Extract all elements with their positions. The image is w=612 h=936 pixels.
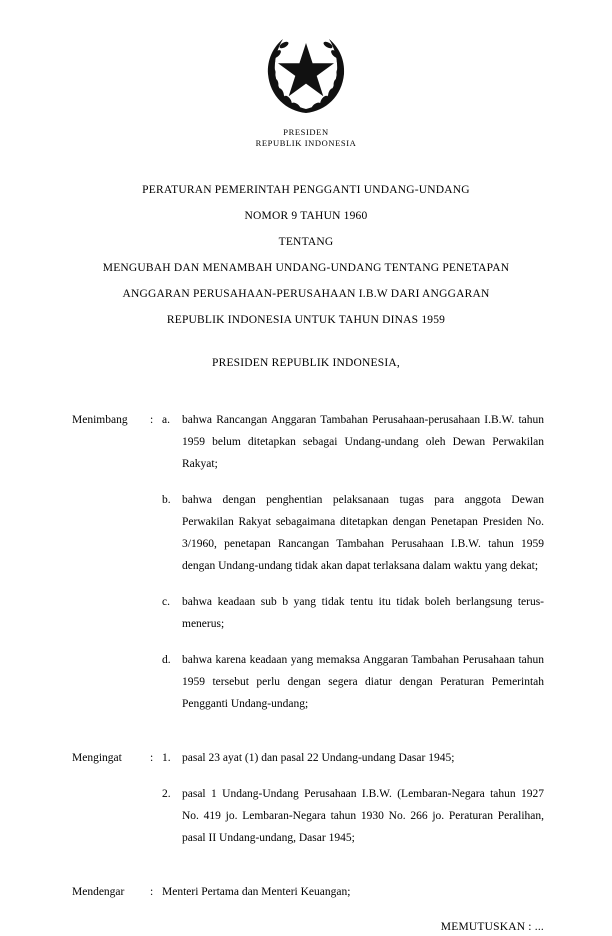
item-marker: c.	[162, 596, 170, 608]
title-line-3: TENTANG	[278, 236, 334, 248]
title-line-4: MENGUBAH DAN MENAMBAH UNDANG-UNDANG TENTANG PENETAPAN	[102, 262, 510, 274]
title-line-6: REPUBLIK INDONESIA UNTUK TAHUN DINAS 1959	[166, 314, 446, 326]
list-item	[162, 409, 544, 475]
list-item	[162, 489, 544, 577]
item-marker: 2.	[162, 788, 171, 800]
item-text: bahwa karena keadaan yang memaksa Anggaran Tambahan Perusahaan tahun 1959 tersebut perlu dengan segera diatur dengan Peraturan Pemerintah Pengganti Undang-undang;	[182, 654, 544, 710]
item-text: bahwa keadaan sub b yang tidak tentu itu tidak boleh berlangsung terus-menerus;	[182, 596, 544, 630]
clause-colon: :	[150, 752, 154, 764]
list-item	[162, 747, 544, 769]
clause-menimbang	[72, 409, 544, 715]
title-line-2: NOMOR 9 TAHUN 1960	[244, 210, 368, 222]
emblem-caption-line1: PRESIDEN	[283, 127, 329, 137]
clause-items	[162, 409, 544, 715]
clause-colon: :	[150, 886, 154, 898]
clause-label: Menimbang	[72, 414, 128, 426]
document-title	[0, 177, 612, 333]
item-text: pasal 1 Undang-Undang Perusahaan I.B.W. (Lembaran-Negara tahun 1927 No. 419 jo. Lembaran-Negara tahun 1930 No. 266 jo. Peraturan Peralihan, pasal II Undang-undang, Dasar 1945;	[182, 788, 544, 844]
item-marker: 1.	[162, 752, 171, 764]
emblem-caption-line2: REPUBLIK INDONESIA	[255, 138, 357, 148]
clause-colon: :	[150, 414, 154, 426]
item-text: Menteri Pertama dan Menteri Keuangan;	[162, 886, 351, 898]
list-item	[162, 783, 544, 849]
clause-label: Mengingat	[72, 752, 122, 764]
title-line-5: ANGGARAN PERUSAHAAN-PERUSAHAAN I.B.W DARI ANGGARAN	[122, 288, 490, 300]
item-text: pasal 23 ayat (1) dan pasal 22 Undang-undang Dasar 1945;	[182, 752, 455, 764]
title-line-1: PERATURAN PEMERINTAH PENGGANTI UNDANG-UNDANG	[142, 184, 470, 196]
institution-line: PRESIDEN REPUBLIK INDONESIA,	[211, 357, 400, 369]
clause-items	[162, 881, 544, 903]
emblem-caption	[0, 127, 612, 149]
document-body	[0, 409, 612, 903]
section-spacer	[72, 867, 544, 881]
item-text: bahwa Rancangan Anggaran Tambahan Perusahaan-perusahaan I.B.W. tahun 1959 belum ditetapkan sebagai Undang-undang oleh Dewan Perwakilan Rakyat;	[182, 414, 544, 470]
clause-label: Mendengar	[72, 886, 125, 898]
item-marker: b.	[162, 494, 171, 506]
item-marker: a.	[162, 414, 170, 426]
list-item	[162, 591, 544, 635]
item-text: bahwa dengan penghentian pelaksanaan tugas para anggota Dewan Perwakilan Rakyat sebagaimana ditetapkan dengan Penetapan Presiden No. 3/1960, penetapan Rancangan Tambahan Perusahaan I.B.W. tahun 1959 dengan Undang-undang tidak akan dapat terlaksana dalam waktu yang dekat;	[182, 494, 544, 572]
emblem-block	[0, 0, 612, 149]
list-item	[162, 649, 544, 715]
section-spacer	[72, 733, 544, 747]
item-marker: d.	[162, 654, 171, 666]
clause-mengingat	[72, 747, 544, 849]
clause-items	[162, 747, 544, 849]
decision-line: MEMUTUSKAN : ...	[440, 921, 544, 933]
garuda-star-wreath-icon	[260, 26, 352, 118]
clause-mendengar	[72, 881, 544, 903]
